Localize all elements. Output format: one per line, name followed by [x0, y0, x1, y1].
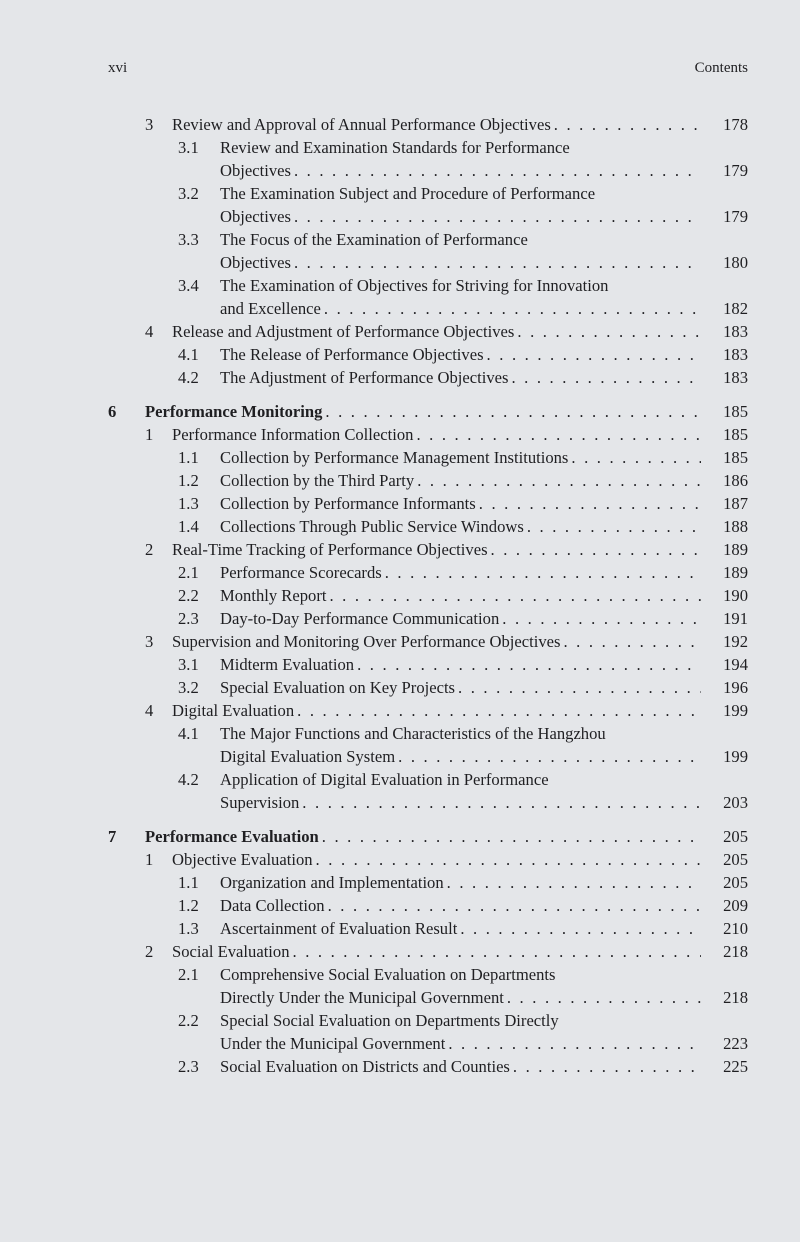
toc-entry-sec	[108, 113, 748, 136]
toc-entry-number: 2.1	[178, 965, 199, 984]
toc-entry-cont	[108, 745, 748, 768]
toc-entry-title: Midterm Evaluation	[220, 655, 355, 674]
toc-page-number: 182	[723, 299, 748, 318]
toc-page-number: 209	[723, 896, 748, 915]
dot-leader	[321, 297, 701, 320]
toc-entry-sub	[108, 676, 748, 699]
toc-entry-title: Objectives	[220, 253, 291, 272]
toc-entry-number: 1.3	[178, 919, 199, 938]
toc-entry-sub	[108, 446, 748, 469]
toc-entry-chap	[108, 400, 748, 423]
page-header	[108, 60, 748, 84]
dot-leader	[313, 848, 701, 871]
toc-entry-title: Application of Digital Evaluation in Performance	[220, 770, 549, 789]
toc-page-number: 199	[723, 701, 748, 720]
toc-page-number: 205	[723, 873, 748, 892]
toc-entry-sub	[108, 768, 748, 791]
toc-page-number: 194	[723, 655, 748, 674]
toc-page-number: 192	[723, 632, 748, 651]
toc-page-number: 187	[723, 494, 748, 513]
dot-leader	[414, 469, 701, 492]
toc-entry-title: Special Social Evaluation on Departments Directly	[220, 1011, 559, 1030]
dot-leader	[444, 871, 701, 894]
toc-entry-sub	[108, 561, 748, 584]
dot-leader	[514, 320, 701, 343]
toc-entry-number: 2.3	[178, 609, 199, 628]
toc-page-number: 225	[723, 1057, 748, 1076]
toc-entry-cont	[108, 205, 748, 228]
toc-entry-title: Performance Information Collection	[172, 425, 414, 444]
toc-page-number: 178	[723, 115, 748, 134]
toc-page-number: 196	[723, 678, 748, 697]
toc-entry-title: Objective Evaluation	[172, 850, 313, 869]
toc-entry-title: Special Evaluation on Key Projects	[220, 678, 456, 697]
toc-entry-number: 3	[145, 115, 154, 134]
toc-entry-number: 2	[145, 942, 154, 961]
toc-entry-number: 3.4	[178, 276, 199, 295]
toc-page-number: 218	[723, 988, 748, 1007]
toc-entry-sub	[108, 722, 748, 745]
dot-leader	[524, 515, 701, 538]
dot-leader	[457, 917, 701, 940]
toc-entry-number: 1.1	[178, 448, 199, 467]
toc-page-number: 183	[723, 322, 748, 341]
toc-page-number: 185	[723, 402, 748, 421]
toc-entry-sub	[108, 343, 748, 366]
toc-entry-cont	[108, 159, 748, 182]
toc-entry-sec	[108, 423, 748, 446]
toc-entry-title: Digital Evaluation	[172, 701, 295, 720]
toc-group-chapter5-continued	[108, 113, 748, 389]
dot-leader	[476, 492, 701, 515]
toc-entry-title: The Adjustment of Performance Objectives	[220, 368, 509, 387]
toc-entry-sec	[108, 848, 748, 871]
toc-page-number: 183	[723, 368, 748, 387]
toc-entry-number: 4	[145, 701, 154, 720]
toc-entry-sub	[108, 917, 748, 940]
toc-page-number: 191	[723, 609, 748, 628]
toc-entry-sub	[108, 228, 748, 251]
toc-entry-title: Release and Adjustment of Performance Objectives	[172, 322, 515, 341]
toc-entry-cont	[108, 791, 748, 814]
toc-entry-sub	[108, 366, 748, 389]
toc-entry-sub	[108, 515, 748, 538]
dot-leader	[290, 940, 701, 963]
toc-entry-number: 2.1	[178, 563, 199, 582]
toc-entry-title: Review and Examination Standards for Performance	[220, 138, 570, 157]
toc-entry-chap	[108, 825, 748, 848]
toc-entry-number: 3	[145, 632, 154, 651]
toc-entry-sec	[108, 940, 748, 963]
toc-entry-title: Monthly Report	[220, 586, 327, 605]
dot-leader	[445, 1032, 701, 1055]
toc-entry-title: Collection by the Third Party	[220, 471, 415, 490]
toc-page-number: 188	[723, 517, 748, 536]
toc-entry-title: Data Collection	[220, 896, 325, 915]
toc-page-number: 189	[723, 540, 748, 559]
toc-entry-number: 4.1	[178, 724, 199, 743]
toc-entry-title: and Excellence	[220, 299, 321, 318]
toc-entry-sub	[108, 607, 748, 630]
toc-page-number: 199	[723, 747, 748, 766]
toc-entry-number: 3.1	[178, 655, 199, 674]
toc-entry-number: 4.2	[178, 368, 199, 387]
dot-leader	[294, 699, 701, 722]
dot-leader	[291, 251, 701, 274]
toc-entry-sec	[108, 320, 748, 343]
toc-entry-number: 1	[145, 850, 154, 869]
toc-entry-number: 3.2	[178, 678, 199, 697]
toc-entry-number: 1.3	[178, 494, 199, 513]
toc-entry-title: Comprehensive Social Evaluation on Departments	[220, 965, 556, 984]
toc-entry-sub	[108, 182, 748, 205]
toc-entry-title: Performance Monitoring	[145, 402, 323, 421]
toc-page-number: 183	[723, 345, 748, 364]
toc-page-number: 223	[723, 1034, 748, 1053]
toc-entry-sub	[108, 492, 748, 515]
dot-leader	[291, 205, 701, 228]
table-of-contents	[108, 113, 748, 1078]
toc-entry-sub	[108, 653, 748, 676]
toc-entry-title: Objectives	[220, 161, 291, 180]
toc-entry-title: Directly Under the Municipal Government	[220, 988, 504, 1007]
dot-leader	[488, 538, 701, 561]
toc-entry-sub	[108, 136, 748, 159]
toc-entry-number: 4.2	[178, 770, 199, 789]
toc-entry-number: 1	[145, 425, 154, 444]
toc-page-number: 203	[723, 793, 748, 812]
toc-entry-title: Under the Municipal Government	[220, 1034, 446, 1053]
dot-leader	[322, 400, 701, 423]
toc-page-number: 179	[723, 161, 748, 180]
toc-entry-title: The Major Functions and Characteristics of the Hangzhou	[220, 724, 606, 743]
toc-entry-sec	[108, 699, 748, 722]
toc-entry-title: Real-Time Tracking of Performance Objectives	[172, 540, 488, 559]
toc-entry-number: 6	[108, 402, 117, 421]
toc-entry-title: Collection by Performance Informants	[220, 494, 476, 513]
page-number-roman: xvi	[108, 60, 128, 76]
toc-page-number: 218	[723, 942, 748, 961]
toc-entry-sub	[108, 584, 748, 607]
toc-entry-title: Ascertainment of Evaluation Result	[220, 919, 458, 938]
toc-entry-title: Supervision	[220, 793, 300, 812]
toc-page-number: 185	[723, 448, 748, 467]
toc-entry-number: 4	[145, 322, 154, 341]
toc-entry-number: 3.1	[178, 138, 199, 157]
toc-entry-sec	[108, 538, 748, 561]
toc-entry-number: 2.2	[178, 586, 199, 605]
toc-entry-title: Performance Evaluation	[145, 827, 319, 846]
dot-leader	[499, 607, 701, 630]
toc-entry-title: Organization and Implementation	[220, 873, 444, 892]
dot-leader	[395, 745, 701, 768]
dot-leader	[551, 113, 701, 136]
toc-entry-sub	[108, 1009, 748, 1032]
running-title: Contents	[694, 60, 748, 76]
dot-leader	[325, 894, 701, 917]
dot-leader	[508, 366, 701, 389]
toc-entry-sub	[108, 274, 748, 297]
toc-entry-number: 1.4	[178, 517, 199, 536]
dot-leader	[382, 561, 701, 584]
toc-entry-cont	[108, 986, 748, 1009]
toc-entry-number: 2.3	[178, 1057, 199, 1076]
toc-entry-title: The Examination Subject and Procedure of Performance	[220, 184, 596, 203]
dot-leader	[299, 791, 701, 814]
dot-leader	[354, 653, 701, 676]
toc-group-chapter-6	[108, 400, 748, 814]
toc-entry-sub	[108, 1055, 748, 1078]
dot-leader	[319, 825, 701, 848]
toc-entry-sub	[108, 894, 748, 917]
toc-entry-title: Objectives	[220, 207, 291, 226]
toc-entry-title: Collections Through Public Service Windows	[220, 517, 524, 536]
toc-entry-title: Day-to-Day Performance Communication	[220, 609, 500, 628]
dot-leader	[455, 676, 701, 699]
dot-leader	[291, 159, 701, 182]
toc-entry-title: Review and Approval of Annual Performance Objectives	[172, 115, 551, 134]
toc-entry-cont	[108, 297, 748, 320]
toc-entry-sub	[108, 871, 748, 894]
toc-entry-number: 4.1	[178, 345, 199, 364]
dot-leader	[484, 343, 701, 366]
toc-page-number: 189	[723, 563, 748, 582]
toc-page-number: 180	[723, 253, 748, 272]
dot-leader	[568, 446, 701, 469]
toc-entry-number: 1.2	[178, 471, 199, 490]
toc-page-number: 185	[723, 425, 748, 444]
toc-entry-sec	[108, 630, 748, 653]
toc-entry-sub	[108, 963, 748, 986]
toc-entry-title: Social Evaluation	[172, 942, 290, 961]
dot-leader	[560, 630, 701, 653]
toc-entry-title: The Release of Performance Objectives	[220, 345, 484, 364]
toc-entry-title: The Focus of the Examination of Performance	[220, 230, 528, 249]
toc-page-number: 186	[723, 471, 748, 490]
toc-entry-cont	[108, 251, 748, 274]
toc-page-number: 190	[723, 586, 748, 605]
toc-page-number: 179	[723, 207, 748, 226]
toc-entry-number: 3.3	[178, 230, 199, 249]
toc-entry-number: 7	[108, 827, 117, 846]
dot-leader	[510, 1055, 701, 1078]
dot-leader	[413, 423, 701, 446]
toc-entry-title: Social Evaluation on Districts and Counties	[220, 1057, 510, 1076]
toc-page-number: 205	[723, 827, 748, 846]
toc-entry-number: 3.2	[178, 184, 199, 203]
toc-entry-number: 2.2	[178, 1011, 199, 1030]
toc-group-chapter-7	[108, 825, 748, 1078]
toc-entry-cont	[108, 1032, 748, 1055]
toc-entry-number: 1.1	[178, 873, 199, 892]
toc-entry-number: 2	[145, 540, 154, 559]
toc-entry-title: The Examination of Objectives for Striving for Innovation	[220, 276, 609, 295]
toc-page-number: 210	[723, 919, 748, 938]
toc-entry-title: Supervision and Monitoring Over Performance Objectives	[172, 632, 561, 651]
dot-leader	[326, 584, 701, 607]
toc-entry-title: Performance Scorecards	[220, 563, 382, 582]
toc-entry-title: Collection by Performance Management Institutions	[220, 448, 569, 467]
dot-leader	[504, 986, 701, 1009]
toc-entry-number: 1.2	[178, 896, 199, 915]
toc-page-number: 205	[723, 850, 748, 869]
toc-entry-title: Digital Evaluation System	[220, 747, 396, 766]
toc-entry-sub	[108, 469, 748, 492]
